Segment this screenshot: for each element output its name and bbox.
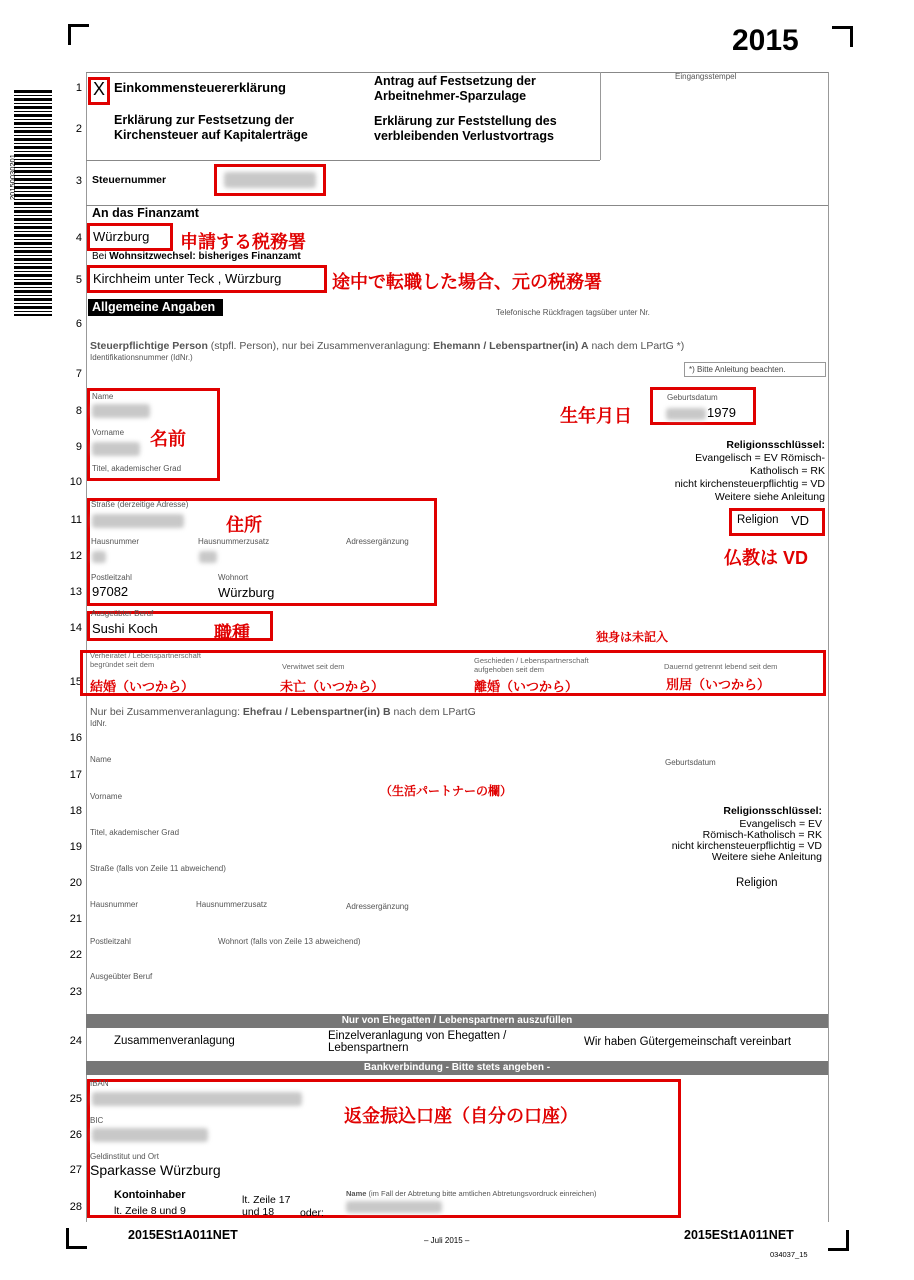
annotation-birthdate: 生年月日: [560, 406, 632, 426]
religion-key-line: Katholisch = RK: [750, 465, 825, 477]
corner-mark-top-right: [832, 26, 853, 47]
guetergemeinschaft-option[interactable]: Wir haben Gütergemeinschaft vereinbart: [584, 1036, 792, 1048]
annotation-previous-office: 途中で転職した場合、元の税務署: [332, 272, 602, 292]
religion-key-b-line: nicht kirchensteuerpflichtig = VD: [671, 840, 822, 852]
hausnummerzusatz-b-label: Hausnummerzusatz: [196, 900, 268, 909]
religion-key-b-line: Weitere siehe Anleitung: [711, 851, 822, 863]
annotation-tax-office: 申請する税務署: [180, 232, 306, 252]
religion-label: Religion: [737, 514, 779, 526]
footer-code-right: 2015ESt1A011NET: [684, 1228, 794, 1242]
strasse-b-label: Straße (falls von Zeile 11 abweichend): [90, 864, 226, 873]
wohnort-value: Würzburg: [218, 585, 275, 600]
bic-redacted: [92, 1128, 208, 1142]
religion-key-b-line: Evangelisch = EV: [739, 818, 822, 830]
checkbox-mark: X: [93, 79, 106, 99]
vorname-redacted: [92, 442, 140, 456]
line-number: 6: [75, 318, 82, 330]
religion-b-label: Religion: [736, 877, 778, 889]
strasse-redacted: [92, 514, 184, 528]
annotation-name: 名前: [150, 429, 186, 449]
religion-key-line: Weitere siehe Anleitung: [714, 491, 825, 503]
line-number: 5: [75, 274, 82, 286]
geburtsdatum-label: Geburtsdatum: [667, 393, 718, 402]
annotation-divorced: 離婚（いつから）: [474, 679, 579, 694]
line-number: 13: [69, 586, 82, 598]
line-number: 20: [69, 877, 82, 889]
line-number: 12: [69, 550, 82, 562]
kontoinhaber-option-2b: und 18: [242, 1206, 275, 1218]
footer-date: – Juli 2015 –: [424, 1236, 470, 1245]
line-number: 1: [75, 82, 82, 94]
form-year: 2015: [732, 24, 799, 57]
footer-code-left: 2015ESt1A011NET: [128, 1228, 238, 1242]
annotation-religion: 仏教は VD: [724, 548, 809, 568]
finanzamt-label: An das Finanzamt: [92, 206, 199, 220]
person-a-header: Steuerpflichtige Person (stpfl. Person), nur bei Zusammenveranlagung: Ehemann / Lebenspartner(in) A nach dem LPartG *): [90, 340, 685, 352]
corner-mark-top-left: [68, 24, 89, 45]
bic-label: BIC: [90, 1116, 104, 1125]
vorname-label: Vorname: [92, 428, 125, 437]
line-number: 10: [69, 476, 82, 488]
steuernummer-redacted: [224, 172, 316, 188]
line-number: 14: [69, 622, 82, 634]
geschieden-label-1: Geschieden / Lebenspartnerschaft: [474, 656, 589, 665]
kontoinhaber-option-1[interactable]: lt. Zeile 8 und 9: [114, 1205, 186, 1217]
hausnummerzusatz-redacted: [199, 551, 217, 563]
idnr-label: Identifikationsnummer (IdNr.): [90, 353, 193, 362]
name-b-label: Name: [90, 755, 112, 764]
plz-b-label: Postleitzahl: [90, 937, 131, 946]
hausnummer-redacted: [92, 551, 106, 563]
title-kirchensteuer-2: Kirchensteuer auf Kapitalerträge: [114, 128, 308, 142]
wohnsitz-label: Bei Wohnsitzwechsel: bisheriges Finanzamt: [92, 251, 301, 262]
line-number: 2: [75, 123, 82, 135]
anleitung-note: *) Bitte Anleitung beachten.: [684, 362, 826, 377]
line-number: 3: [75, 175, 82, 187]
adressergaenzung-label: Adressergänzung: [346, 537, 409, 546]
title-kirchensteuer-1: Erklärung zur Festsetzung der: [114, 113, 294, 127]
title-einkommensteuer: Einkommensteuererklärung: [114, 80, 286, 95]
corner-mark-bottom-left: [66, 1228, 87, 1249]
verwitwet-label: Verwitwet seit dem: [282, 662, 345, 671]
line-number: 17: [69, 769, 82, 781]
hausnummer-b-label: Hausnummer: [90, 900, 139, 909]
verheiratet-label-2: begründet seit dem: [90, 660, 155, 669]
title-verlust-2: verbleibenden Verlustvortrags: [374, 129, 554, 143]
allgemeine-header: Allgemeine Angaben: [88, 299, 223, 316]
name-label: Name: [92, 392, 114, 401]
titel-label: Titel, akademischer Grad: [92, 464, 182, 473]
religion-key-b-title: Religionsschlüssel:: [723, 805, 822, 817]
name-abtretung-label: Name (im Fall der Abtretung bitte amtlichen Abtretungsvordruck einreichen): [346, 1189, 597, 1198]
geburtsdatum-redacted: [666, 408, 706, 420]
line-number: 8: [75, 405, 82, 417]
steuernummer-label: Steuernummer: [92, 174, 167, 186]
religion-key-b-line: Römisch-Katholisch = RK: [702, 829, 822, 841]
telefon-label: Telefonische Rückfragen tagsüber unter Nr.: [496, 308, 650, 317]
plz-value: 97082: [92, 584, 129, 599]
line-number: 9: [75, 441, 82, 453]
footer-small-code: 034037_15: [770, 1250, 808, 1259]
title-sparzulage-2: Arbeitnehmer-Sparzulage: [374, 89, 527, 103]
strasse-label: Straße (derzeitige Adresse): [91, 500, 189, 509]
line-number: 22: [69, 949, 82, 961]
annotation-address: 住所: [226, 515, 262, 535]
corner-mark-bottom-right: [828, 1230, 849, 1251]
beruf-value: Sushi Koch: [92, 621, 158, 636]
geburtsdatum-b-label: Geburtsdatum: [665, 758, 716, 767]
annotation-single: 独身は未記入: [596, 630, 669, 644]
annotation-partner: （生活パートナーの欄）: [380, 784, 513, 798]
line-number: 16: [69, 732, 82, 744]
line-number: 15: [69, 676, 82, 688]
religion-value: VD: [791, 513, 810, 528]
hausnummerzusatz-label: Hausnummerzusatz: [198, 537, 270, 546]
barcode: [14, 90, 52, 316]
line-number: 23: [69, 986, 82, 998]
annotation-widowed: 未亡（いつから）: [280, 679, 385, 694]
barcode-number: 20150030201: [8, 154, 17, 200]
line-number: 25: [69, 1093, 82, 1105]
kontoinhaber-label: Kontoinhaber: [114, 1189, 186, 1201]
line-number: 11: [70, 514, 82, 526]
title-verlust-1: Erklärung zur Feststellung des: [374, 114, 557, 128]
religion-key-line: Evangelisch = EV Römisch-: [695, 452, 825, 464]
beruf-b-label: Ausgeübter Beruf: [90, 972, 153, 981]
geldinstitut-label: Geldinstitut und Ort: [90, 1152, 159, 1161]
line-number: 27: [69, 1164, 82, 1176]
line-number: 18: [69, 805, 82, 817]
getrennt-label: Dauernd getrennt lebend seit dem: [664, 662, 778, 671]
iban-redacted: [92, 1092, 302, 1106]
einzelveranlagung-option-1[interactable]: Einzelveranlagung von Ehegatten /: [328, 1030, 507, 1042]
iban-label: IBAN: [90, 1079, 109, 1088]
divider: [86, 160, 600, 161]
geburtsdatum-year: 1979: [707, 405, 736, 420]
title-sparzulage-1: Antrag auf Festsetzung der: [374, 74, 536, 88]
form-right-border: [828, 72, 829, 1222]
annotation-bank: 返金振込口座（自分の口座）: [344, 1106, 578, 1126]
beruf-label: Ausgeübter Beruf: [91, 609, 154, 618]
line-number: 21: [69, 913, 82, 925]
verheiratet-label-1: Verheiratet / Lebenspartnerschaft: [90, 651, 201, 660]
person-b-header: Nur bei Zusammenveranlagung: Ehefrau / Lebenspartner(in) B nach dem LPartG: [90, 706, 476, 718]
vorname-b-label: Vorname: [90, 792, 123, 801]
line-number: 26: [69, 1129, 82, 1141]
wohnort-b-label: Wohnort (falls von Zeile 13 abweichend): [218, 937, 361, 946]
name-redacted: [92, 404, 150, 418]
plz-label: Postleitzahl: [91, 573, 132, 582]
adressergaenzung-b-label: Adressergänzung: [346, 902, 409, 911]
zusammenveranlagung-option[interactable]: Zusammenveranlagung: [114, 1035, 235, 1047]
line-number: 7: [75, 368, 82, 380]
kontoinhaber-name-redacted: [346, 1201, 442, 1213]
eingangsstempel-label: Eingangsstempel: [675, 72, 737, 81]
finanzamt-value: Würzburg: [93, 229, 150, 244]
ehegatten-band: Nur von Ehegatten / Lebenspartnern auszufüllen: [86, 1014, 828, 1028]
line-number: 24: [69, 1035, 82, 1047]
geschieden-label-2: aufgehoben seit dem: [474, 665, 545, 674]
idnr-b-label: IdNr.: [90, 719, 107, 728]
bank-band: Bankverbindung - Bitte stets angeben -: [86, 1061, 828, 1075]
kontoinhaber-oder: oder:: [300, 1207, 324, 1219]
previous-finanzamt-value: Kirchheim unter Teck , Würzburg: [93, 271, 282, 286]
wohnort-label: Wohnort: [218, 573, 249, 582]
titel-b-label: Titel, akademischer Grad: [90, 828, 180, 837]
annotation-married: 結婚（いつから）: [90, 679, 195, 694]
kontoinhaber-option-2a[interactable]: lt. Zeile 17: [242, 1194, 291, 1206]
stamp-divider: [600, 72, 601, 160]
annotation-separated: 別居（いつから）: [666, 677, 771, 692]
line-number: 19: [69, 841, 82, 853]
religion-key-title: Religionsschlüssel:: [726, 439, 825, 451]
annotation-occupation: 職種: [214, 623, 250, 643]
religion-key-line: nicht kirchensteuerpflichtig = VD: [674, 478, 825, 490]
line-number: 28: [69, 1201, 82, 1213]
einzelveranlagung-option-2: Lebenspartnern: [328, 1042, 409, 1054]
line-number: 4: [75, 232, 82, 244]
hausnummer-label: Hausnummer: [91, 537, 140, 546]
geldinstitut-value: Sparkasse Würzburg: [90, 1162, 221, 1178]
